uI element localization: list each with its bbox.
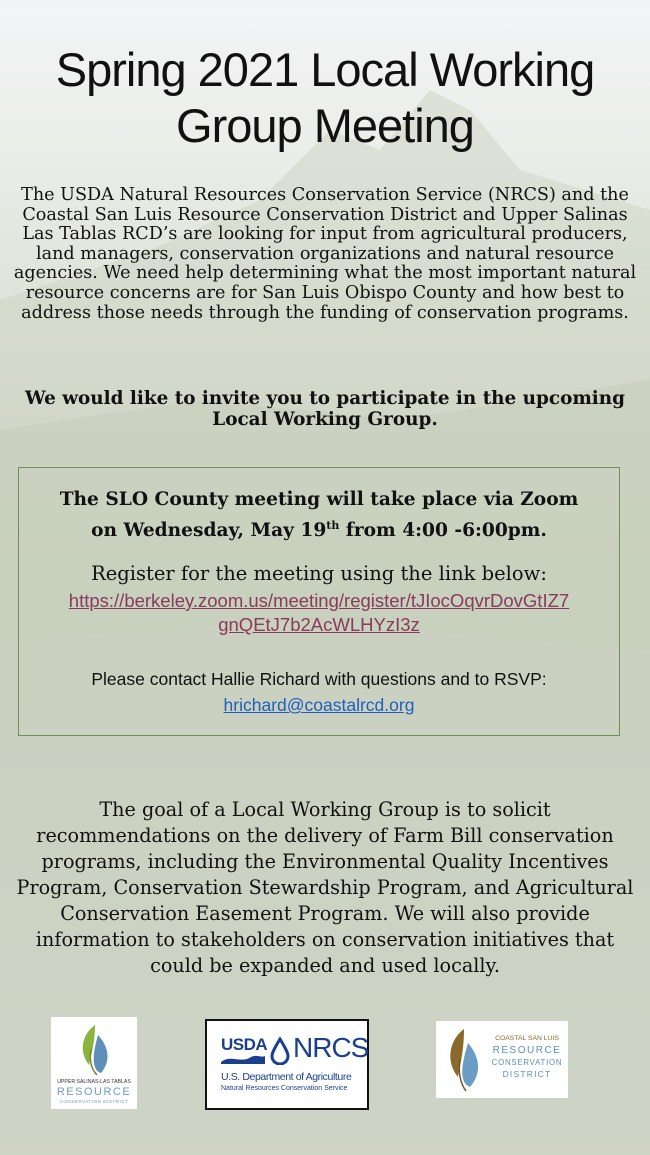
- leaf-drop-icon: [51, 1019, 137, 1079]
- register-text: Register for the meeting using the link below:: [91, 562, 547, 585]
- usda-wordmark: USDA: [221, 1035, 268, 1054]
- contact-text: Please contact Hallie Richard with questions and to RSVP:: [91, 669, 547, 689]
- right-logo-line1: COASTAL SAN LUIS: [495, 1035, 559, 1042]
- usda-landscape-icon: [221, 1054, 265, 1064]
- coastal-san-luis-rcd-logo: [436, 1021, 568, 1098]
- nrcs-wordmark: NRCS: [293, 1032, 369, 1063]
- goal-paragraph: The goal of a Local Working Group is to solicit recommendations on the delivery of Farm Bill conservation programs, including the Environmental Quality Incentives Program, Conservation Stewardship Program, and Agricultural Conservation Easement Program. We will also provide information to stakeholders on conservation initiatives that could be expanded and used locally.: [16, 798, 634, 977]
- meeting-line-1: The SLO County meeting will take place via Zoom: [59, 489, 579, 510]
- invitation-text: We would like to invite you to participate in the upcoming Local Working Group.: [24, 388, 626, 430]
- page-title: Spring 2021 Local Working Group Meeting: [55, 43, 595, 152]
- drop-icon: [270, 1037, 290, 1065]
- left-logo-line1: UPPER SALINAS-LAS TABLAS: [57, 1079, 131, 1085]
- registration-link[interactable]: [19, 589, 619, 637]
- upper-salinas-rcd-logo: [51, 1017, 137, 1109]
- leaf-drop-icon: [438, 1025, 488, 1095]
- right-logo-line4: DISTRICT: [502, 1069, 552, 1079]
- right-logo-line2: RESOURCE: [492, 1045, 562, 1056]
- meeting-info-box: [18, 467, 620, 736]
- meeting-date-text: on Wednesday, May 19: [91, 520, 327, 542]
- usda-nrcs-logo: [205, 1019, 369, 1110]
- meeting-time-text: from 4:00 -6:00pm.: [339, 520, 547, 542]
- usda-line1: U.S. Department of Agriculture: [221, 1071, 352, 1083]
- usda-line2: Natural Resources Conservation Service: [221, 1085, 348, 1092]
- link-line-2: gnQEtJ7b2AcWLHYzI3z: [218, 614, 420, 635]
- link-line-1: https://berkeley.zoom.us/meeting/register/tJIocOqvrDovGtIZ7: [68, 590, 570, 611]
- email-link[interactable]: hrichard@coastalrcd.org: [223, 695, 415, 715]
- intro-paragraph: The USDA Natural Resources Conservation Service (NRCS) and the Coastal San Luis Resource Conservation District and Upper Salinas Las Tablas RCD’s are looking for input from agricultural producers, land managers, conservation organizations and natural resource agencies. We need help determining what the most important natural resource concerns are for San Luis Obispo County and how best to address those needs through the funding of conservation programs.: [13, 185, 637, 323]
- left-logo-line2: RESOURCE: [56, 1086, 132, 1098]
- date-suffix: th: [326, 519, 340, 532]
- left-logo-line3: CONSERVATION DISTRICT: [59, 1099, 129, 1104]
- meeting-details: [19, 487, 619, 544]
- contact-info: [19, 666, 619, 718]
- right-logo-line3: CONSERVATION: [491, 1058, 563, 1067]
